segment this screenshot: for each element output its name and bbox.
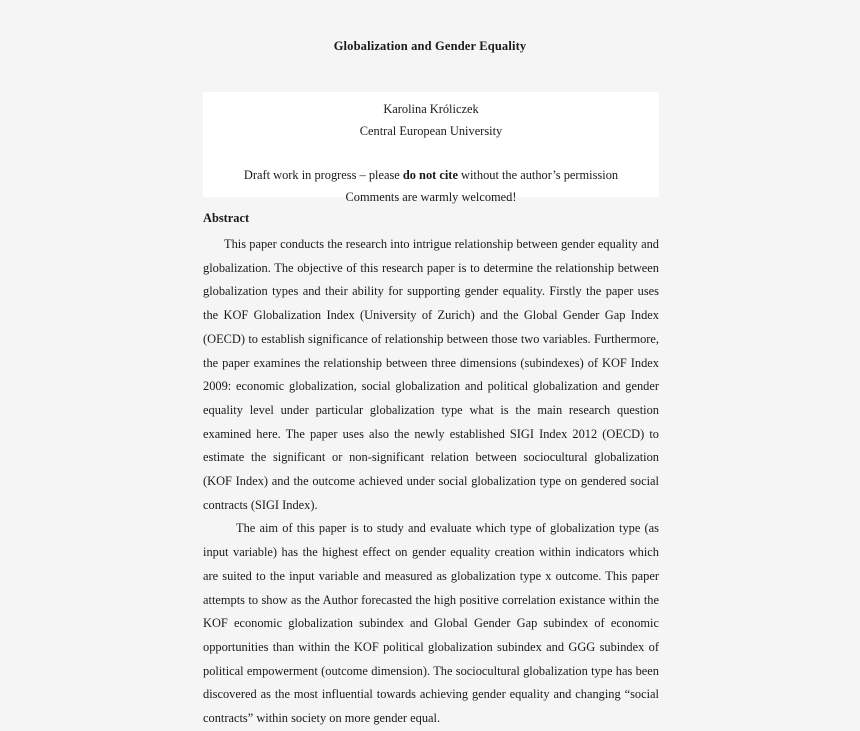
author-name: Karolina Króliczek	[383, 102, 479, 116]
page-title: Globalization and Gender Equality	[333, 39, 527, 53]
abstract-paragraph-1: This paper conducts the research into intrigue relationship between gender equality and globalization. The objective of this research paper is to determine the relationship between globalization types and their ability for supporting gender equality. Firstly the paper uses the KOF Globalization Index (University of Zurich) and the Global Gender Gap Index (OECD) to establish significance of relationship between those two variables. Furthermore, the paper examines the relationship between three dimensions (subindexes) of KOF Index 2009: economic globalization, social globalization and political globalization and gender equality level under particular globalization type what is the main research question examined here. The paper uses also the newly established SIGI Index 2012 (OECD) to estimate the significant or non-significant relation between sociocultural globalization (KOF Index) and the outcome achieved under social globalization type on gendered social contracts (SIGI Index).	[203, 237, 659, 512]
draft-notice-suffix: without the author’s permission	[457, 168, 619, 182]
draft-notice-emphasis: do not cite	[402, 168, 458, 182]
abstract-heading: Abstract	[203, 211, 250, 225]
abstract-section	[203, 209, 659, 731]
author-notice-card	[203, 92, 659, 204]
abstract-paragraph-2: The aim of this paper is to study and evaluate which type of globalization type (as input variable) has the highest effect on gender equality creation within indicators which are suited to the input variable and measured as globalization type x outcome. This paper attempts to show as the Author forecasted the high positive correlation existance within the KOF economic globalization subindex and Global Gender Gap subindex of economic opportunities than within the KOF political globalization subindex and GGG subindex of political empowerment (outcome dimension). The sociocultural globalization type has been discovered as the most influential towards achieving gender equality and changing “social contracts” within society on more gender equal.	[203, 521, 659, 726]
comments-welcome-notice: Comments are warmly welcomed!	[345, 190, 517, 204]
draft-notice-prefix: Draft work in progress – please	[243, 168, 403, 182]
draft-notice	[203, 164, 659, 186]
author-affiliation: Central European University	[359, 124, 503, 138]
